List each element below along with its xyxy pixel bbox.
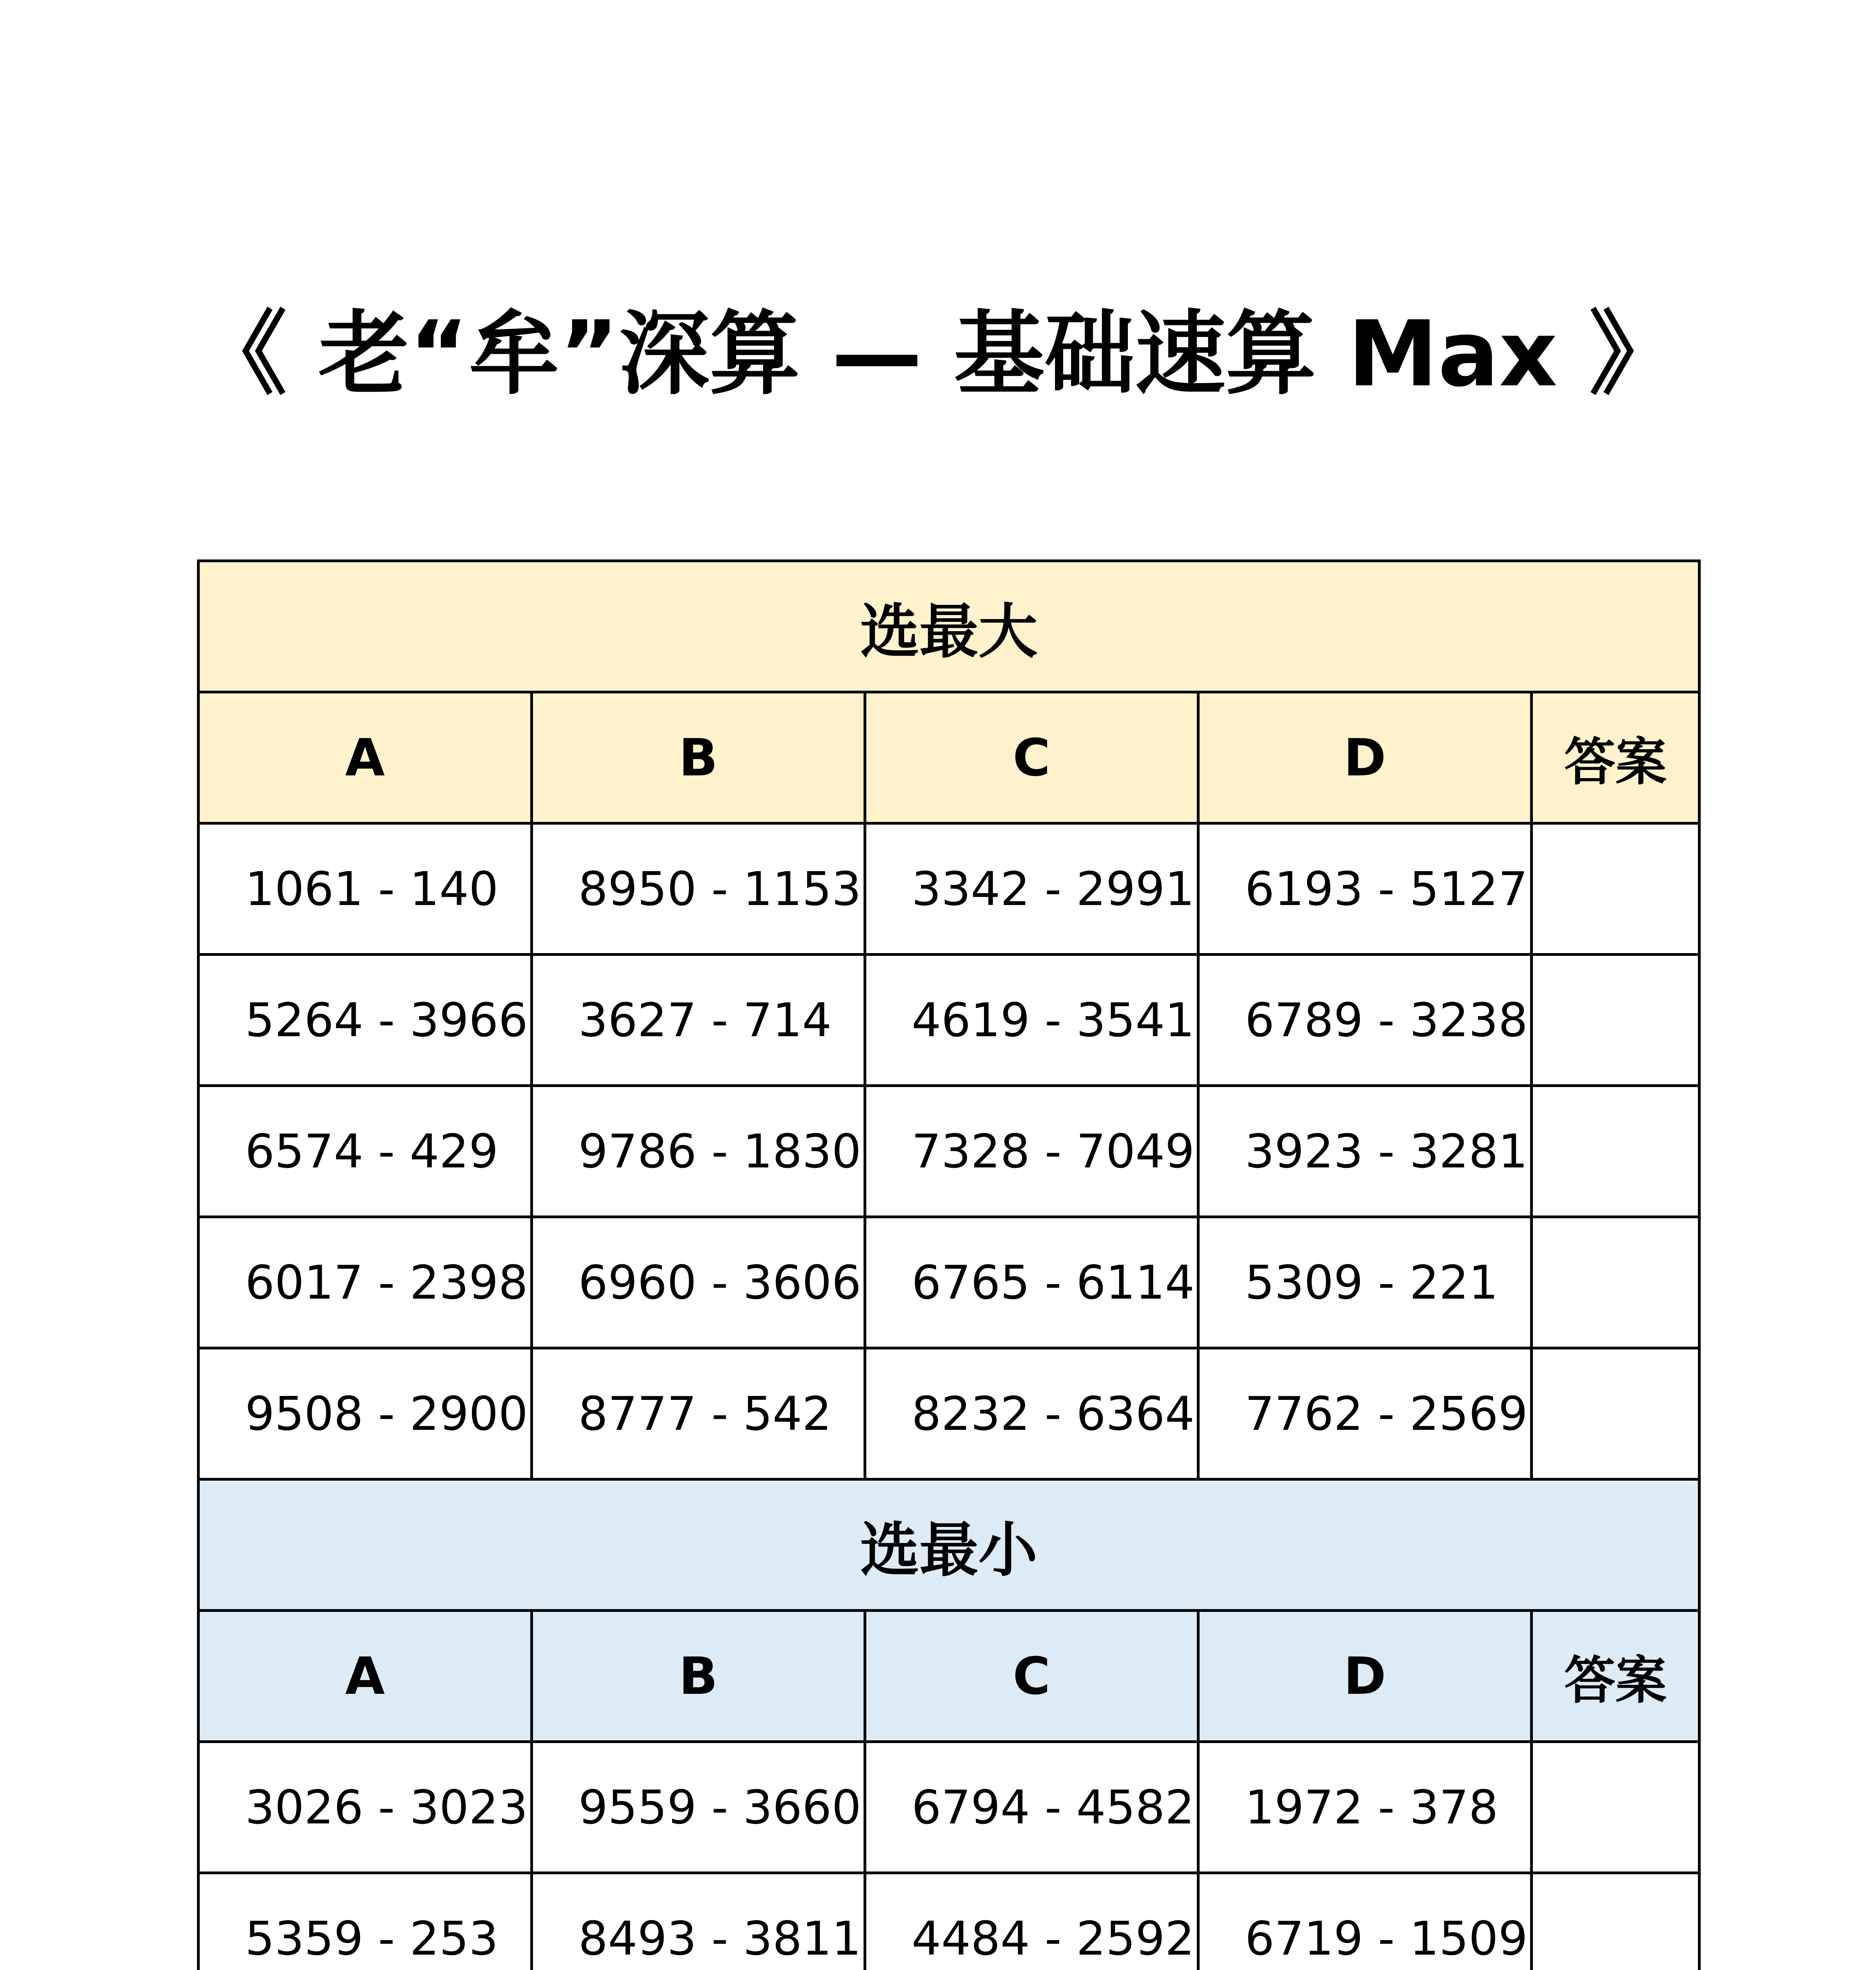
expression-cell: 1972 - 378 xyxy=(1198,1742,1532,1873)
column-header-answer: 答案 xyxy=(1532,692,1700,823)
column-header-d: D xyxy=(1198,692,1532,823)
expression-cell: 3342 - 2991 xyxy=(865,823,1198,955)
worksheet-table xyxy=(197,559,1701,1970)
table-row xyxy=(199,1086,1700,1217)
section-title-row xyxy=(199,1479,1700,1611)
section-title-min: 选最小 xyxy=(199,1479,1700,1611)
column-header-c: C xyxy=(865,1611,1198,1742)
expression-cell: 8493 - 3811 xyxy=(532,1873,865,1970)
expression-cell: 8950 - 1153 xyxy=(532,823,865,955)
table-row xyxy=(199,823,1700,955)
expression-cell: 5309 - 221 xyxy=(1198,1217,1532,1348)
column-header-b: B xyxy=(532,1611,865,1742)
expression-cell: 3923 - 3281 xyxy=(1198,1086,1532,1217)
expression-cell: 8232 - 6364 xyxy=(865,1348,1198,1479)
expression-cell: 9786 - 1830 xyxy=(532,1086,865,1217)
expression-cell: 3026 - 3023 xyxy=(199,1742,532,1873)
expression-cell: 6017 - 2398 xyxy=(199,1217,532,1348)
table-row xyxy=(199,955,1700,1086)
answer-cell[interactable] xyxy=(1532,1742,1700,1873)
expression-cell: 3627 - 714 xyxy=(532,955,865,1086)
section-max xyxy=(199,561,1700,1479)
table-row xyxy=(199,1873,1700,1970)
column-header-c: C xyxy=(865,692,1198,823)
expression-cell: 7328 - 7049 xyxy=(865,1086,1198,1217)
section-title-max: 选最大 xyxy=(199,561,1700,692)
column-header-d: D xyxy=(1198,1611,1532,1742)
expression-cell: 6794 - 4582 xyxy=(865,1742,1198,1873)
expression-cell: 4484 - 2592 xyxy=(865,1873,1198,1970)
expression-cell: 6765 - 6114 xyxy=(865,1217,1198,1348)
expression-cell: 9508 - 2900 xyxy=(199,1348,532,1479)
expression-cell: 6789 - 3238 xyxy=(1198,955,1532,1086)
expression-cell: 7762 - 2569 xyxy=(1198,1348,1532,1479)
expression-cell: 5359 - 253 xyxy=(199,1873,532,1970)
expression-cell: 6960 - 3606 xyxy=(532,1217,865,1348)
table-row xyxy=(199,1217,1700,1348)
table-row xyxy=(199,1348,1700,1479)
section-min xyxy=(199,1479,1700,1970)
column-header-row xyxy=(199,692,1700,823)
answer-cell[interactable] xyxy=(1532,1217,1700,1348)
column-header-row xyxy=(199,1611,1700,1742)
column-header-a: A xyxy=(199,1611,532,1742)
expression-cell: 6574 - 429 xyxy=(199,1086,532,1217)
column-header-b: B xyxy=(532,692,865,823)
expression-cell: 1061 - 140 xyxy=(199,823,532,955)
section-title-row xyxy=(199,561,1700,692)
expression-cell: 9559 - 3660 xyxy=(532,1742,865,1873)
answer-cell[interactable] xyxy=(1532,823,1700,955)
expression-cell: 8777 - 542 xyxy=(532,1348,865,1479)
expression-cell: 6193 - 5127 xyxy=(1198,823,1532,955)
answer-cell[interactable] xyxy=(1532,955,1700,1086)
column-header-answer: 答案 xyxy=(1532,1611,1700,1742)
page-title: 《 老“牟”深算 — 基础速算 Max 》 xyxy=(196,302,1680,407)
answer-cell[interactable] xyxy=(1532,1348,1700,1479)
expression-cell: 4619 - 3541 xyxy=(865,955,1198,1086)
answer-cell[interactable] xyxy=(1532,1086,1700,1217)
answer-cell[interactable] xyxy=(1532,1873,1700,1970)
table-row xyxy=(199,1742,1700,1873)
expression-cell: 5264 - 3966 xyxy=(199,955,532,1086)
column-header-a: A xyxy=(199,692,532,823)
expression-cell: 6719 - 1509 xyxy=(1198,1873,1532,1970)
